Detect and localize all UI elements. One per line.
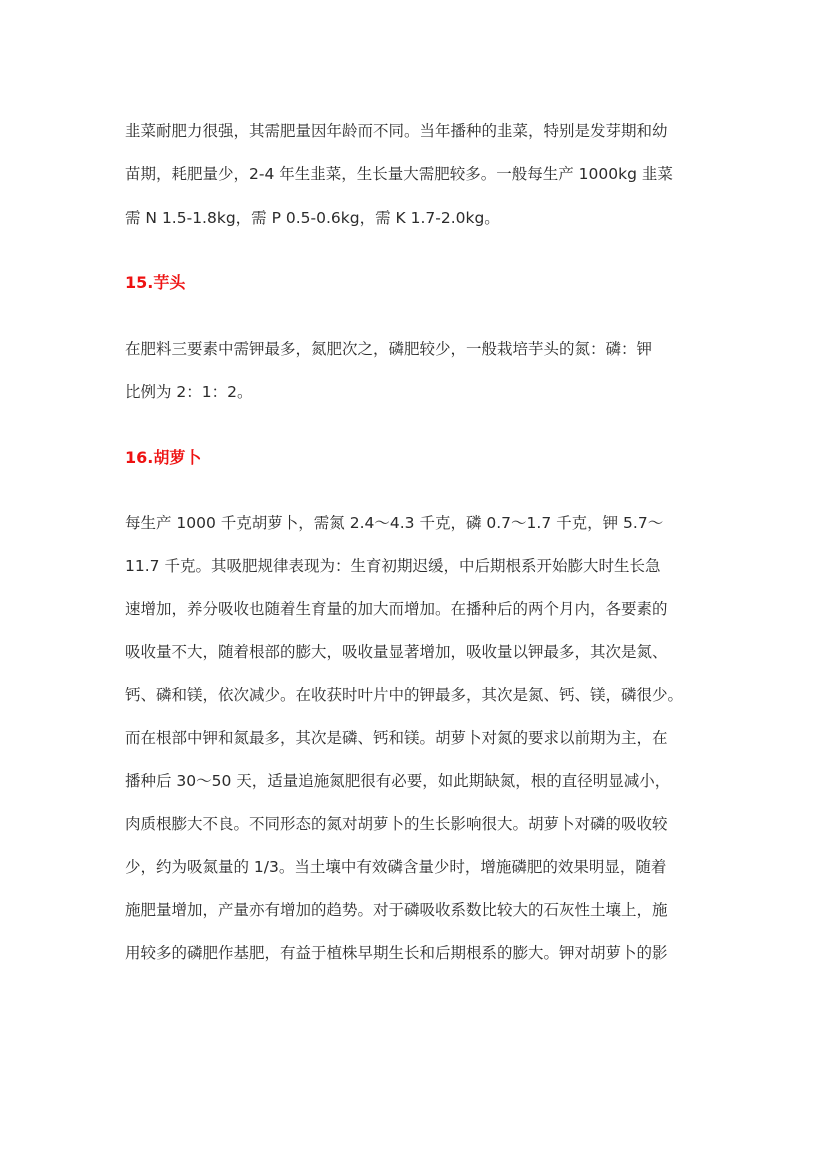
- paragraph-line: 每生产 1000 千克胡萝卜，需氮 2.4～4.3 千克，磷 0.7～1.7 千克，钾 5.7～: [125, 514, 664, 532]
- paragraph-line: 施肥量增加，产量亦有增加的趋势。对于磷吸收系数比较大的石灰性土壤上，施: [125, 901, 668, 919]
- paragraph-line: 比例为 2：1：2。: [125, 383, 253, 401]
- paragraph-line: 11.7 千克。其吸肥规律表现为：生育初期迟缓，中后期根系开始膨大时生长急: [125, 557, 661, 575]
- paragraph-line: 苗期，耗肥量少，2-4 年生韭菜，生长量大需肥较多。一般每生产 1000kg 韭菜: [125, 165, 673, 183]
- paragraph-line: 肉质根膨大不良。不同形态的氮对胡萝卜的生长影响很大。胡萝卜对磷的吸收较: [125, 815, 668, 833]
- paragraph-line: 播种后 30～50 天，适量追施氮肥很有必要，如此期缺氮，根的直径明显减小，: [125, 772, 671, 790]
- paragraph-line: 需 N 1.5-1.8kg，需 P 0.5-0.6kg，需 K 1.7-2.0kg。: [125, 209, 500, 227]
- paragraph-line: 吸收量不大，随着根部的膨大，吸收量显著增加，吸收量以钾最多，其次是氮、: [125, 643, 668, 661]
- section-heading-taro: 15.芋头: [125, 273, 186, 292]
- paragraph-line: 速增加，养分吸收也随着生育量的加大而增加。在播种后的两个月内，各要素的: [125, 600, 668, 618]
- paragraph-line: 在肥料三要素中需钾最多，氮肥次之，磷肥较少，一般栽培芋头的氮：磷：钾: [125, 340, 653, 358]
- paragraph-line: 少，约为吸氮量的 1/3。当土壤中有效磷含量少时，增施磷肥的效果明显，随着: [125, 858, 667, 876]
- paragraph-line: 用较多的磷肥作基肥，有益于植株早期生长和后期根系的膨大。钾对胡萝卜的影: [125, 944, 668, 962]
- section-heading-carrot: 16.胡萝卜: [125, 448, 202, 467]
- paragraph-line: 而在根部中钾和氮最多，其次是磷、钙和镁。胡萝卜对氮的要求以前期为主，在: [125, 729, 668, 747]
- paragraph-line: 钙、磷和镁，依次减少。在收获时叶片中的钾最多，其次是氮、钙、镁，磷很少。: [125, 686, 684, 704]
- paragraph-line: 韭菜耐肥力很强，其需肥量因年龄而不同。当年播种的韭菜，特别是发芽期和幼: [125, 122, 668, 140]
